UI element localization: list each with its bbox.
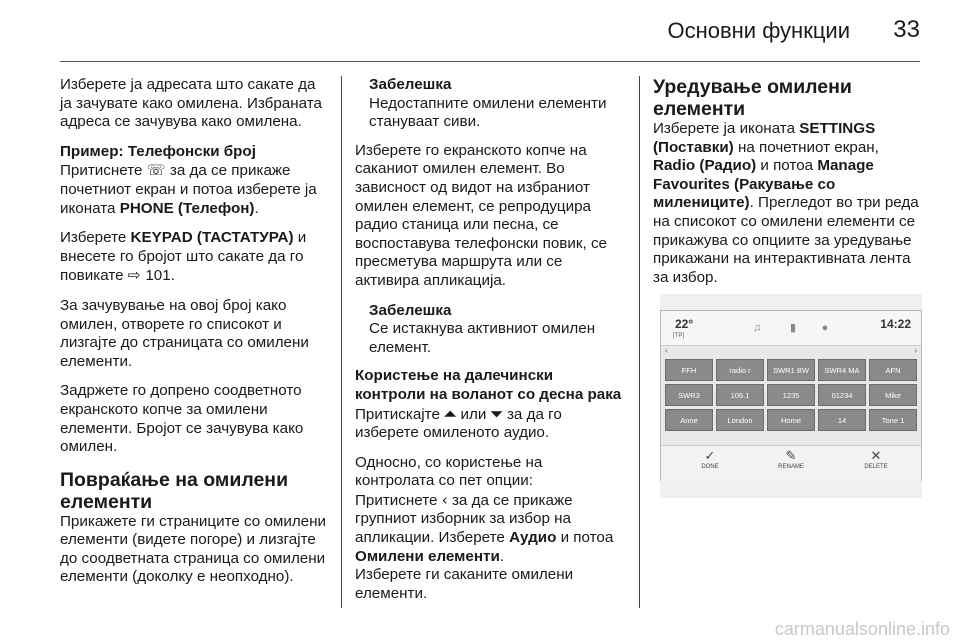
tp-indicator: [TP]: [673, 333, 685, 339]
favourite-tile[interactable]: FFH: [665, 359, 713, 381]
text: за да се прикаже групниот изборник за избор на апликации. Изберете: [355, 491, 573, 547]
text: .: [254, 199, 259, 217]
favourite-tile[interactable]: 1235: [767, 384, 815, 406]
paragraph: Односно, со користење на контролата со пет опции:: [355, 453, 543, 490]
note-box: [369, 76, 625, 132]
settings-label: SETTINGS (Поставки): [653, 120, 876, 156]
note-text: Недостапните омилени елементи стануваат сиви.: [369, 94, 607, 131]
paragraph: [60, 229, 326, 286]
text: за да се прикаже почетниот екран и потоа изберете ја иконата: [60, 162, 317, 217]
phone-label: PHONE (Телефон): [119, 199, 255, 217]
pencil-icon: ✎: [785, 448, 797, 463]
column-divider: [639, 76, 640, 608]
manage-favourites-label: Manage Favourites (Ракување со милениците): [653, 157, 874, 212]
paragraph: Изберете ги саканите омилени елементи.: [355, 566, 574, 602]
done-button[interactable]: [685, 448, 735, 470]
text: и внесете го бројот што сакате да го повикате: [60, 229, 307, 285]
favourite-tile[interactable]: 14: [818, 409, 866, 431]
paragraph: [60, 161, 326, 218]
column-divider: [341, 76, 342, 608]
delete-label: DELETE: [864, 464, 888, 470]
favourite-tile[interactable]: AFN: [869, 359, 917, 381]
favourite-tile[interactable]: Tone 1: [869, 409, 917, 431]
footer: [0, 620, 960, 642]
section-heading: Повраќање на омилени елементи: [60, 468, 289, 513]
note-box: [369, 302, 625, 358]
paragraph: Изберете ја адресата што сакате да ја зачувате како омилена. Избраната адреса се зачувува како омилена.: [60, 76, 322, 131]
text: .: [499, 547, 505, 565]
column-3: [653, 76, 923, 298]
text: Притиснете: [355, 491, 442, 509]
status-bar: [661, 311, 921, 346]
header-rule: [60, 61, 920, 62]
paragraph: Изберете го екранското копче на саканиот омилен елемент. Во зависност од видот на избраниот омилен елемент, се репродуцира радио станица или песна, се воспоставува телефонски повик, се пресметува маршрута или се активира апликација.: [355, 141, 607, 289]
page-nav: [661, 347, 921, 357]
favourite-tile[interactable]: 106.1: [716, 384, 764, 406]
chevron-right-icon[interactable]: ›: [914, 346, 917, 355]
rename-label: RENAME: [778, 464, 804, 470]
paragraph: Задржете го допрено соодветното екранското копче за омилени елементи. Бројот се зачувува како омилен.: [60, 382, 304, 456]
phone-device-icon[interactable]: ▮: [789, 322, 797, 334]
text: .: [170, 267, 175, 285]
favourite-tile[interactable]: radio r: [716, 359, 764, 381]
text: . Прегледот во три реда на списокот со омилени елементи се прикажува со опциите за уредување прикажани на интерактивната лента за избор.: [653, 194, 919, 286]
radio-label: Radio (Радио): [653, 157, 757, 175]
favourite-down-icon: ⏷: [490, 404, 503, 423]
subheading: Користење на далечински контроли на воланот со десна рака: [355, 367, 622, 403]
section-heading: Уредување омилени елементи: [653, 76, 852, 120]
clock: 14:22: [880, 317, 911, 331]
chevron-left-icon[interactable]: ‹: [665, 346, 668, 355]
column-2: [355, 76, 625, 614]
favourite-tile[interactable]: SWR1 BW: [767, 359, 815, 381]
favourite-tile[interactable]: Anne: [665, 409, 713, 431]
infotainment-screenshot: [660, 294, 922, 498]
text: за да го изберете омиленото аудио.: [355, 405, 562, 442]
favourites-grid: [665, 359, 919, 431]
favourite-tile[interactable]: London: [716, 409, 764, 431]
text: или: [456, 405, 491, 423]
close-icon: ✕: [870, 448, 882, 463]
page-ref-icon: ⇨: [127, 266, 146, 285]
favourite-tile[interactable]: Mike: [869, 384, 917, 406]
keypad-label: KEYPAD (ТАСТАТУРА): [130, 229, 294, 247]
page-title: Основни функции: [667, 18, 850, 43]
page-ref: 101: [145, 267, 171, 285]
chevron-left-icon: ‹: [441, 490, 448, 509]
checkmark-icon: ✓: [704, 448, 716, 463]
text: и потоа: [556, 529, 614, 547]
page-header: [0, 0, 960, 62]
note-title: Забелешка: [369, 301, 452, 319]
phone-icon: ☏: [146, 161, 166, 180]
favourite-tile[interactable]: Home: [767, 409, 815, 431]
text: и потоа: [756, 157, 818, 175]
interaction-bar: [661, 445, 921, 482]
favourite-up-icon: ⏶: [444, 404, 457, 423]
column-1: [60, 76, 326, 598]
display-frame: [660, 310, 922, 481]
audio-label: Аудио: [509, 529, 557, 547]
note-title: Забелешка: [369, 76, 452, 93]
paragraph: За зачувување на овој број како омилен, отворете го списокот и лизгајте до страницата со омилени елементи.: [60, 296, 309, 370]
settings-dot-icon[interactable]: ●: [821, 322, 829, 334]
example-heading: Пример: Телефонски број: [60, 142, 256, 160]
paragraph: [355, 491, 625, 566]
watermark-url: carmanualsonline.info: [774, 619, 950, 639]
favourites-label: Омилени елементи: [355, 547, 500, 565]
paragraph: [653, 120, 923, 287]
paragraph: Прикажете ги страниците со омилени елементи (видете погоре) и лизгајте до соодветната страница со омилени елементи (доколку е неопходно).: [60, 512, 326, 586]
done-label: DONE: [701, 464, 719, 470]
rename-button[interactable]: [766, 448, 816, 470]
text: на почетниот екран,: [733, 138, 879, 156]
text: Изберете ја иконата: [653, 120, 800, 137]
music-note-icon[interactable]: ♫: [752, 322, 762, 334]
text: Изберете: [60, 229, 131, 247]
favourite-tile[interactable]: SWR4 MA: [818, 359, 866, 381]
temperature: 22°: [675, 317, 694, 331]
text: Притиснете: [60, 162, 147, 180]
text: Притискајте: [355, 405, 445, 423]
paragraph: [355, 405, 625, 443]
note-text: Се истакнува активниот омилен елемент.: [369, 320, 596, 356]
delete-button[interactable]: [851, 448, 901, 470]
favourite-tile[interactable]: SWR3: [665, 384, 713, 406]
favourite-tile[interactable]: 01234: [818, 384, 866, 406]
page-number: 33: [893, 16, 920, 43]
